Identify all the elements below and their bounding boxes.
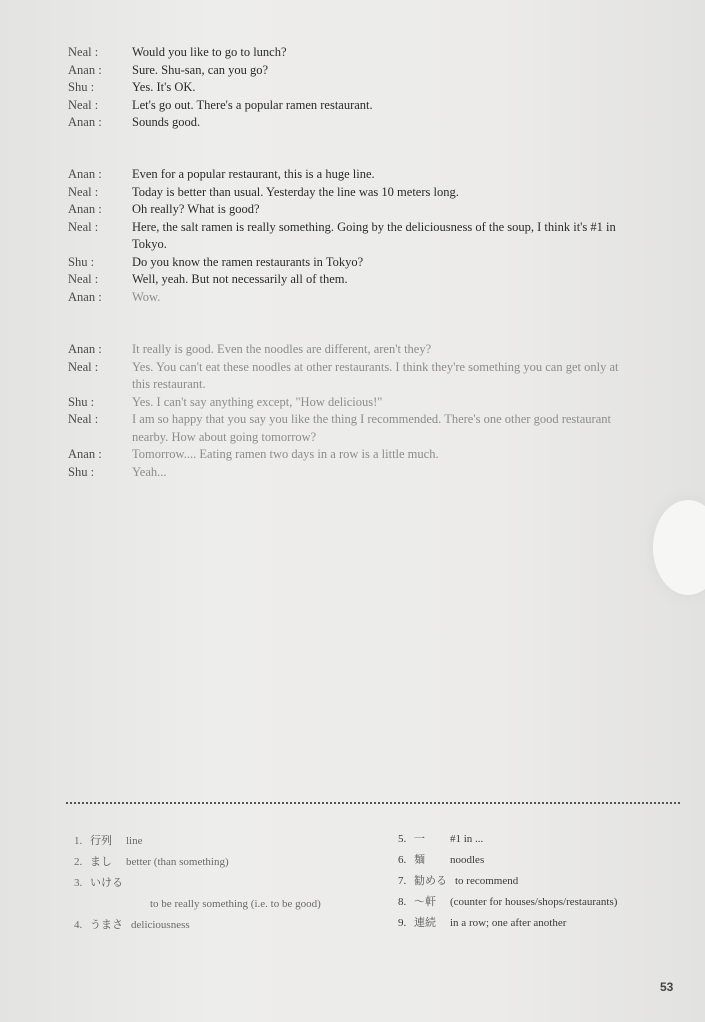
vocab-word: うまさ: [90, 919, 123, 931]
dialogue-text: Sounds good.: [132, 115, 201, 129]
dialogue-text: Would you like to go to lunch?: [132, 45, 287, 59]
vocab-word: 連続: [414, 917, 436, 929]
speaker-name: Neal :: [68, 412, 99, 426]
vocab-word: まし: [90, 856, 112, 868]
vocab-word: 麺: [414, 854, 425, 866]
speaker-name: Anan :: [68, 115, 102, 129]
speaker-name: Neal :: [68, 359, 99, 374]
vocab-word: 〜軒: [414, 896, 436, 908]
vocab-gloss: deliciousness: [131, 919, 190, 931]
vocab-item: [398, 892, 617, 913]
speaker-name: Neal :: [68, 97, 99, 112]
dialogue-text: Yes. It's OK.: [132, 80, 196, 94]
vocab-item: [74, 873, 321, 894]
vocab-item: [398, 829, 617, 850]
dotted-divider: [66, 802, 680, 804]
vocab-word: 一: [414, 833, 425, 845]
dialogue-line: [68, 429, 678, 447]
dialogue-line: [68, 236, 678, 254]
speaker-name: [68, 236, 132, 254]
dialogue-text: Wow.: [132, 289, 161, 304]
vocab-number: 4.: [74, 919, 83, 931]
vocab-list-right: [398, 829, 617, 934]
speaker-name: Anan :: [68, 167, 102, 181]
speaker-name: Neal :: [68, 45, 99, 59]
vocab-word: 行列: [90, 835, 112, 847]
dialogue-text: Even for a popular restaurant, this is a huge line.: [132, 167, 375, 181]
speaker-name: Shu :: [68, 80, 95, 94]
vocab-word: いける: [90, 877, 123, 889]
speaker-name: Shu :: [68, 394, 95, 409]
dialogue-text: Well, yeah. But not necessarily all of them.: [132, 272, 348, 286]
dialogue-text: Yes. I can't say anything except, "How delicious!": [132, 394, 383, 409]
speaker-name: Anan :: [68, 342, 102, 356]
vocab-number: 8.: [398, 896, 407, 908]
vocab-word: 勧める: [414, 875, 447, 887]
speaker-name: [68, 429, 132, 447]
speaker-name: Neal :: [68, 272, 99, 286]
dialogue-line: [68, 446, 678, 464]
dialogue-text: Do you know the ramen restaurants in Tokyo?: [132, 254, 364, 269]
dialogue-text: Here, the salt ramen is really something. Going by the deliciousness of the soup, I think it's #1 in: [132, 219, 616, 234]
vocab-gloss: (counter for houses/shops/restaurants): [450, 896, 618, 908]
vocab-number: 1.: [74, 835, 83, 847]
dialogue-line: [68, 166, 678, 184]
vocab-gloss: better (than something): [126, 856, 229, 868]
dialogue-line: [68, 271, 678, 289]
vocab-gloss: #1 in ...: [450, 833, 484, 845]
vocab-number: 5.: [398, 833, 407, 845]
dialogue-line: [68, 184, 678, 202]
vocab-item: [74, 894, 321, 915]
speaker-name: [68, 376, 132, 394]
vocab-number: 6.: [398, 854, 407, 866]
dialogue-line: [68, 289, 678, 307]
page-number: 53: [660, 980, 674, 994]
vocab-number: 3.: [74, 877, 83, 889]
dialogue-line: [68, 359, 678, 377]
dialogue-text: Today is better than usual. Yesterday the line was 10 meters long.: [132, 184, 459, 199]
dialogue-line: [68, 464, 678, 482]
dialogue-line: [68, 79, 678, 97]
dialogue-text: Let's go out. There's a popular ramen restaurant.: [132, 97, 373, 112]
vocab-item: [398, 850, 617, 871]
dialogue-line: [68, 411, 678, 429]
vocab-gloss: line: [126, 835, 143, 847]
page-thumb-shadow: [653, 500, 705, 595]
dialogue-text: nearby. How about going tomorrow?: [132, 429, 317, 444]
speaker-name: Neal :: [68, 184, 99, 199]
dialogue-text: Sure. Shu-san, can you go?: [132, 62, 269, 77]
dialogue-block-3: [68, 341, 678, 481]
vocab-list-left: [74, 831, 321, 936]
vocab-gloss: to recommend: [455, 875, 519, 887]
dialogue-block-1: [68, 44, 678, 132]
dialogue-text: Tokyo.: [132, 237, 167, 251]
vocab-item: [398, 913, 617, 934]
dialogue-text: It really is good. Even the noodles are different, aren't they?: [132, 342, 432, 356]
dialogue-line: [68, 62, 678, 80]
speaker-name: Anan :: [68, 202, 102, 216]
dialogue-text: I am so happy that you say you like the thing I recommended. There's one other good restaurant: [132, 412, 611, 426]
speaker-name: Anan :: [68, 447, 102, 461]
vocab-item: [74, 915, 321, 936]
speaker-name: Shu :: [68, 464, 95, 479]
vocab-item: [398, 871, 617, 892]
dialogue-text: Yes. You can't eat these noodles at other restaurants. I think they're something you can get only at: [132, 359, 619, 374]
vocab-number: 7.: [398, 875, 407, 887]
dialogue-line: [68, 219, 678, 237]
dialogue-text: Oh really? What is good?: [132, 202, 260, 216]
dialogue-line: [68, 114, 678, 132]
vocab-number: 9.: [398, 917, 407, 929]
vocab-gloss: noodles: [450, 854, 485, 866]
speaker-name: Neal :: [68, 219, 99, 234]
dialogue-text: Tomorrow.... Eating ramen two days in a row is a little much.: [132, 447, 439, 461]
vocab-gloss: in a row; one after another: [450, 917, 567, 929]
speaker-name: Shu :: [68, 254, 95, 269]
dialogue-text: this restaurant.: [132, 377, 206, 391]
dialogue-line: [68, 341, 678, 359]
vocab-item: [74, 831, 321, 852]
speaker-name: Anan :: [68, 62, 102, 77]
vocab-item: [74, 852, 321, 873]
dialogue-line: [68, 376, 678, 394]
dialogue-line: [68, 201, 678, 219]
dialogue-block-2: [68, 166, 678, 306]
vocab-gloss: to be really something (i.e. to be good): [150, 898, 321, 910]
dialogue-line: [68, 254, 678, 272]
dialogue-line: [68, 44, 678, 62]
dialogue-line: [68, 394, 678, 412]
dialogue-line: [68, 97, 678, 115]
dialogue-text: Yeah...: [132, 464, 167, 479]
vocab-number: 2.: [74, 856, 83, 868]
speaker-name: Anan :: [68, 289, 102, 304]
